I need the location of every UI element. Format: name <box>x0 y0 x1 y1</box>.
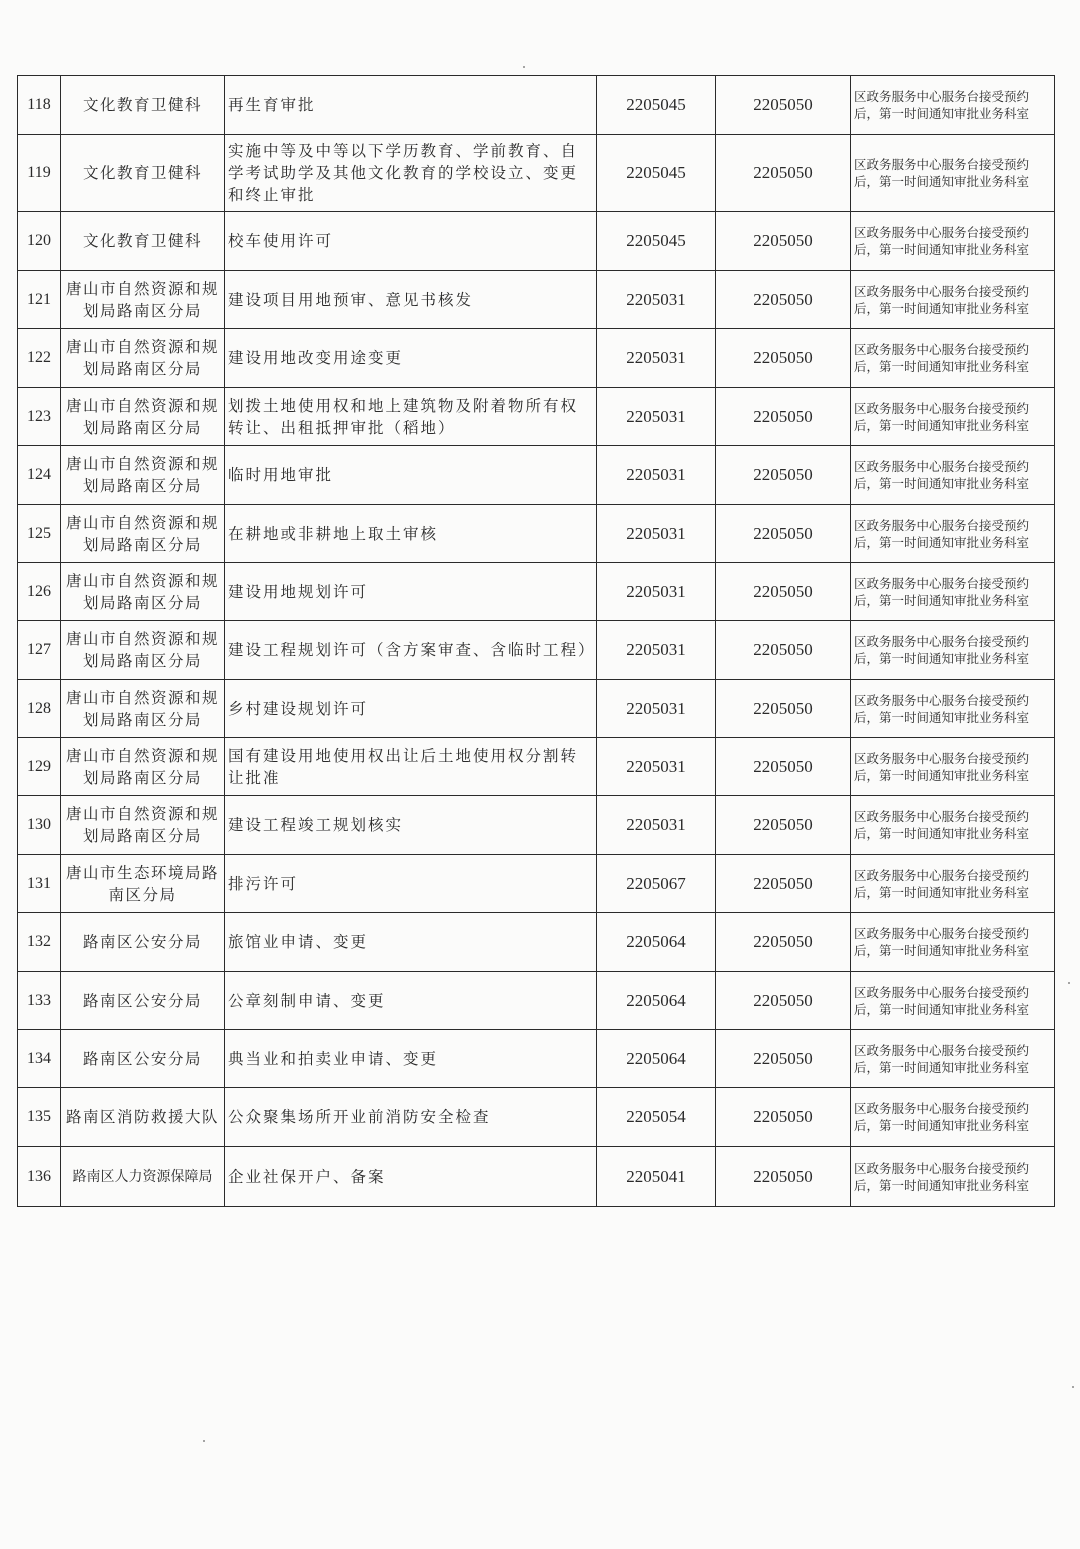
department: 路南区公安分局 <box>61 1030 225 1088</box>
phone-code-2: 2205050 <box>716 1088 851 1147</box>
approval-item: 建设用地规划许可 <box>225 563 597 621</box>
phone-code-1: 2205031 <box>597 738 716 796</box>
approval-item: 建设工程规划许可（含方案审查、含临时工程） <box>225 621 597 680</box>
row-number: 129 <box>18 738 61 796</box>
row-number: 124 <box>18 446 61 505</box>
phone-code-1: 2205031 <box>597 446 716 505</box>
phone-code-2: 2205050 <box>716 388 851 446</box>
approval-item: 乡村建设规划许可 <box>225 680 597 738</box>
row-number: 125 <box>18 505 61 563</box>
phone-code-2: 2205050 <box>716 855 851 913</box>
service-note: 区政务服务中心服务台接受预约后，第一时间通知审批业务科室 <box>851 563 1055 621</box>
phone-code-1: 2205041 <box>597 1147 716 1207</box>
table-row <box>18 446 1055 505</box>
table-row <box>18 271 1055 329</box>
service-note: 区政务服务中心服务台接受预约后，第一时间通知审批业务科室 <box>851 796 1055 855</box>
row-number: 119 <box>18 135 61 212</box>
service-note: 区政务服务中心服务台接受预约后，第一时间通知审批业务科室 <box>851 913 1055 972</box>
phone-code-1: 2205031 <box>597 505 716 563</box>
phone-code-2: 2205050 <box>716 913 851 972</box>
table-row <box>18 1088 1055 1147</box>
scan-speck <box>1068 982 1070 984</box>
service-note: 区政务服务中心服务台接受预约后，第一时间通知审批业务科室 <box>851 1147 1055 1207</box>
phone-code-1: 2205045 <box>597 76 716 135</box>
phone-code-2: 2205050 <box>716 271 851 329</box>
phone-code-1: 2205045 <box>597 212 716 271</box>
service-note: 区政务服务中心服务台接受预约后，第一时间通知审批业务科室 <box>851 855 1055 913</box>
row-number: 134 <box>18 1030 61 1088</box>
phone-code-2: 2205050 <box>716 972 851 1030</box>
scan-speck <box>523 66 525 68</box>
row-number: 121 <box>18 271 61 329</box>
approval-item: 建设用地改变用途变更 <box>225 329 597 388</box>
phone-code-2: 2205050 <box>716 135 851 212</box>
department: 路南区消防救援大队 <box>61 1088 225 1147</box>
approval-item: 企业社保开户、备案 <box>225 1147 597 1207</box>
row-number: 131 <box>18 855 61 913</box>
table-body <box>18 76 1055 1207</box>
phone-code-1: 2205064 <box>597 913 716 972</box>
phone-code-2: 2205050 <box>716 563 851 621</box>
service-note: 区政务服务中心服务台接受预约后，第一时间通知审批业务科室 <box>851 972 1055 1030</box>
phone-code-2: 2205050 <box>716 680 851 738</box>
department: 唐山市自然资源和规划局路南区分局 <box>61 271 225 329</box>
approval-item: 旅馆业申请、变更 <box>225 913 597 972</box>
phone-code-1: 2205064 <box>597 1030 716 1088</box>
department: 唐山市自然资源和规划局路南区分局 <box>61 621 225 680</box>
table-row <box>18 621 1055 680</box>
phone-code-1: 2205067 <box>597 855 716 913</box>
service-note: 区政务服务中心服务台接受预约后，第一时间通知审批业务科室 <box>851 212 1055 271</box>
approval-item: 建设工程竣工规划核实 <box>225 796 597 855</box>
approval-item: 临时用地审批 <box>225 446 597 505</box>
service-note: 区政务服务中心服务台接受预约后，第一时间通知审批业务科室 <box>851 1030 1055 1088</box>
approval-item: 公众聚集场所开业前消防安全检查 <box>225 1088 597 1147</box>
row-number: 135 <box>18 1088 61 1147</box>
approval-item: 再生育审批 <box>225 76 597 135</box>
department: 唐山市自然资源和规划局路南区分局 <box>61 446 225 505</box>
department: 唐山市自然资源和规划局路南区分局 <box>61 738 225 796</box>
department: 唐山市自然资源和规划局路南区分局 <box>61 388 225 446</box>
scan-speck <box>203 1440 205 1442</box>
table-row <box>18 388 1055 446</box>
approval-item: 在耕地或非耕地上取土审核 <box>225 505 597 563</box>
table-row <box>18 680 1055 738</box>
service-note: 区政务服务中心服务台接受预约后，第一时间通知审批业务科室 <box>851 329 1055 388</box>
approval-item: 排污许可 <box>225 855 597 913</box>
phone-code-2: 2205050 <box>716 76 851 135</box>
phone-code-1: 2205031 <box>597 680 716 738</box>
table-row <box>18 855 1055 913</box>
service-note: 区政务服务中心服务台接受预约后，第一时间通知审批业务科室 <box>851 738 1055 796</box>
department: 文化教育卫健科 <box>61 212 225 271</box>
service-note: 区政务服务中心服务台接受预约后，第一时间通知审批业务科室 <box>851 680 1055 738</box>
approval-items-table <box>17 75 1055 1207</box>
row-number: 132 <box>18 913 61 972</box>
row-number: 128 <box>18 680 61 738</box>
service-note: 区政务服务中心服务台接受预约后，第一时间通知审批业务科室 <box>851 135 1055 212</box>
phone-code-1: 2205045 <box>597 135 716 212</box>
phone-code-1: 2205054 <box>597 1088 716 1147</box>
table-row <box>18 329 1055 388</box>
approval-item: 国有建设用地使用权出让后土地使用权分割转让批准 <box>225 738 597 796</box>
table-row <box>18 76 1055 135</box>
table-row <box>18 796 1055 855</box>
phone-code-1: 2205064 <box>597 972 716 1030</box>
table-row <box>18 505 1055 563</box>
department: 唐山市自然资源和规划局路南区分局 <box>61 329 225 388</box>
department: 路南区公安分局 <box>61 913 225 972</box>
department: 文化教育卫健科 <box>61 76 225 135</box>
table-row <box>18 738 1055 796</box>
row-number: 130 <box>18 796 61 855</box>
phone-code-1: 2205031 <box>597 329 716 388</box>
row-number: 122 <box>18 329 61 388</box>
phone-code-2: 2205050 <box>716 738 851 796</box>
scan-speck <box>1072 1386 1074 1388</box>
row-number: 120 <box>18 212 61 271</box>
table-row <box>18 1030 1055 1088</box>
table-row <box>18 913 1055 972</box>
row-number: 127 <box>18 621 61 680</box>
row-number: 123 <box>18 388 61 446</box>
department: 唐山市自然资源和规划局路南区分局 <box>61 680 225 738</box>
phone-code-2: 2205050 <box>716 1147 851 1207</box>
service-note: 区政务服务中心服务台接受预约后，第一时间通知审批业务科室 <box>851 505 1055 563</box>
department: 路南区人力资源保障局 <box>61 1147 225 1207</box>
phone-code-1: 2205031 <box>597 621 716 680</box>
row-number: 126 <box>18 563 61 621</box>
service-note: 区政务服务中心服务台接受预约后，第一时间通知审批业务科室 <box>851 1088 1055 1147</box>
table-row <box>18 1147 1055 1207</box>
phone-code-1: 2205031 <box>597 563 716 621</box>
department: 唐山市自然资源和规划局路南区分局 <box>61 563 225 621</box>
table-row <box>18 972 1055 1030</box>
table-row <box>18 563 1055 621</box>
approval-item: 校车使用许可 <box>225 212 597 271</box>
row-number: 133 <box>18 972 61 1030</box>
service-note: 区政务服务中心服务台接受预约后，第一时间通知审批业务科室 <box>851 388 1055 446</box>
phone-code-2: 2205050 <box>716 212 851 271</box>
department: 唐山市生态环境局路南区分局 <box>61 855 225 913</box>
phone-code-2: 2205050 <box>716 796 851 855</box>
phone-code-2: 2205050 <box>716 621 851 680</box>
phone-code-2: 2205050 <box>716 446 851 505</box>
phone-code-1: 2205031 <box>597 388 716 446</box>
phone-code-1: 2205031 <box>597 271 716 329</box>
phone-code-2: 2205050 <box>716 505 851 563</box>
approval-item: 划拨土地使用权和地上建筑物及附着物所有权转让、出租抵押审批（稻地） <box>225 388 597 446</box>
phone-code-1: 2205031 <box>597 796 716 855</box>
row-number: 118 <box>18 76 61 135</box>
table-row <box>18 212 1055 271</box>
service-note: 区政务服务中心服务台接受预约后，第一时间通知审批业务科室 <box>851 76 1055 135</box>
phone-code-2: 2205050 <box>716 329 851 388</box>
department: 路南区公安分局 <box>61 972 225 1030</box>
phone-code-2: 2205050 <box>716 1030 851 1088</box>
approval-item: 实施中等及中等以下学历教育、学前教育、自学考试助学及其他文化教育的学校设立、变更和终止审批 <box>225 135 597 212</box>
service-note: 区政务服务中心服务台接受预约后，第一时间通知审批业务科室 <box>851 271 1055 329</box>
approval-item: 公章刻制申请、变更 <box>225 972 597 1030</box>
department: 唐山市自然资源和规划局路南区分局 <box>61 796 225 855</box>
approval-item: 建设项目用地预审、意见书核发 <box>225 271 597 329</box>
service-note: 区政务服务中心服务台接受预约后，第一时间通知审批业务科室 <box>851 621 1055 680</box>
service-note: 区政务服务中心服务台接受预约后，第一时间通知审批业务科室 <box>851 446 1055 505</box>
department: 唐山市自然资源和规划局路南区分局 <box>61 505 225 563</box>
table-row <box>18 135 1055 212</box>
department: 文化教育卫健科 <box>61 135 225 212</box>
approval-item: 典当业和拍卖业申请、变更 <box>225 1030 597 1088</box>
row-number: 136 <box>18 1147 61 1207</box>
